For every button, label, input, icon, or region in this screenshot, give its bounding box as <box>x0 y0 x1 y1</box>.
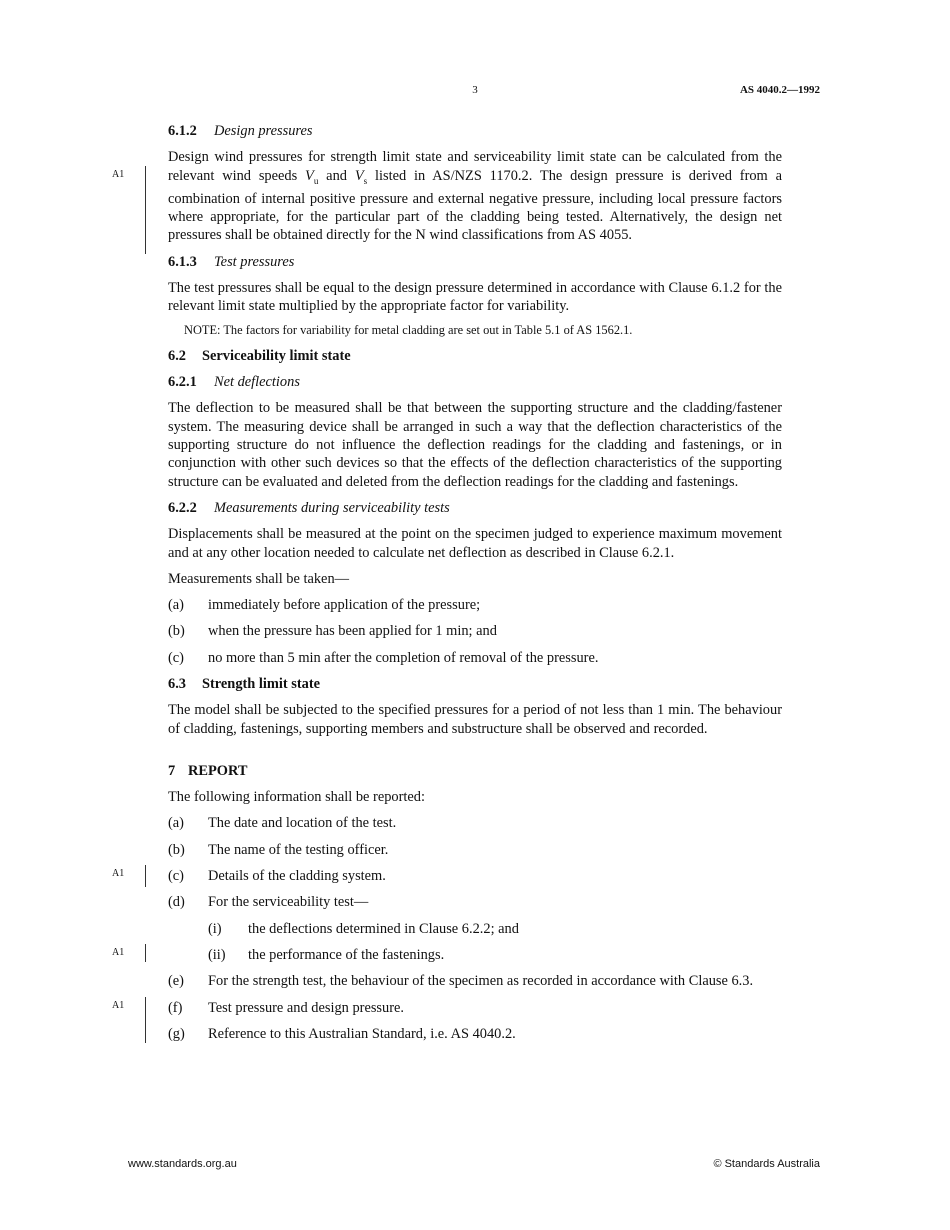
section-number: 7 <box>168 762 176 779</box>
clause-number: 6.2 <box>168 347 186 364</box>
item-text: no more than 5 min after the completion of removal of the pressure. <box>208 649 599 666</box>
footer-website: www.standards.org.au <box>128 1158 237 1170</box>
heading-6-2-2 <box>168 499 782 517</box>
clause-title: Test pressures <box>214 253 295 270</box>
clause-6-1-2-paragraph-block <box>112 148 782 244</box>
item-label: (d) <box>168 894 185 911</box>
item-text: Reference to this Australian Standard, i.e. AS 4040.2. <box>208 1025 516 1042</box>
item-text: The name of the testing officer. <box>208 841 389 858</box>
heading-7 <box>168 762 782 780</box>
list-item <box>168 596 782 614</box>
item-label: (g) <box>168 1025 185 1042</box>
item-label: (i) <box>208 920 222 937</box>
item-text: For the strength test, the behaviour of the specimen as recorded in accordance with Clause 6.3. <box>208 973 754 990</box>
heading-6-2 <box>168 347 782 365</box>
item-label: (c) <box>168 649 184 666</box>
item-text: when the pressure has been applied for 1 min; and <box>208 623 497 640</box>
change-bar <box>145 865 146 887</box>
heading-6-2-1 <box>168 373 782 391</box>
item-text: For the serviceability test— <box>208 894 369 911</box>
amended-item-block <box>112 999 782 1044</box>
paragraph: The test pressures shall be equal to the design pressure determined in accordance with Clause 6.1.2 for the relevant limit state multiplied by the appropriate factor for variability. <box>168 279 782 315</box>
paragraph: Measurements shall be taken— <box>168 570 350 587</box>
amendment-tag: A1 <box>112 868 125 880</box>
item-label: (b) <box>168 623 185 640</box>
paragraph: The deflection to be measured shall be that between the supporting structure and the cladding/fastener system. The measuring device shall be arranged in such a way that the deflection characteristics of the supporting structure do not influence the deflection readings for the cladding and fastenings, or in conjunction with other such devices so that the effects of the deflection characteristics of the supporting structure can be evaluated and deleted from the deflection readings for the cladding and fastenings. <box>168 400 782 490</box>
clause-title: Serviceability limit state <box>202 347 351 364</box>
amendment-marker <box>112 997 152 1043</box>
item-label: (a) <box>168 597 184 614</box>
note: NOTE: The factors for variability for metal cladding are set out in Table 5.1 of AS 1562.1. <box>184 322 633 337</box>
item-text: the performance of the fastenings. <box>248 946 445 963</box>
document-body <box>112 122 782 1051</box>
change-bar <box>145 997 146 1043</box>
list-item <box>168 649 782 667</box>
paragraph: The model shall be subjected to the specified pressures for a period of not less than 1 min. The behaviour of cladding, fastenings, supporting members and substructure shall be observed and recorded. <box>168 702 782 737</box>
paragraph: The following information shall be reported: <box>168 789 425 806</box>
text-run: Design wind pressures for strength limit state and serviceability limit state can be calculated from the relevant wind speeds <box>168 149 782 184</box>
text-run: listed in AS/NZS 1170.2. The design pressure is derived from a combination of internal positive pressure and external negative pressure, including local pressure factors where appropriate, for the particular part of the cladding being tested. Alternatively, the design net pressures shall be obtained directly for the N wind classifications from AS 4055. <box>168 167 782 244</box>
list-item <box>168 622 782 640</box>
item-text: the deflections determined in Clause 6.2.2; and <box>248 920 519 937</box>
subscript: u <box>313 175 319 186</box>
item-text: immediately before application of the pressure; <box>208 597 481 614</box>
sub-list-item <box>208 946 782 964</box>
paragraph <box>168 148 782 244</box>
item-text: The date and location of the test. <box>208 815 397 832</box>
text-run: and <box>318 167 355 184</box>
paragraph: Displacements shall be measured at the point on the specimen judged to experience maximum movement and at any other location needed to calculate net deflection as described in Clause 6.2.1. <box>168 526 782 561</box>
clause-title: Design pressures <box>214 123 313 139</box>
heading-6-1-2 <box>168 122 782 140</box>
amended-item-block <box>112 867 782 885</box>
item-label: (b) <box>168 841 185 858</box>
clause-number: 6.2.2 <box>168 499 197 516</box>
variable: V <box>305 167 314 184</box>
standard-code: AS 4040.2—1992 <box>739 84 820 96</box>
list-item <box>168 867 782 885</box>
list-item <box>168 841 782 859</box>
amendment-marker <box>112 944 152 962</box>
list-item <box>168 893 782 911</box>
list-item <box>168 999 782 1017</box>
heading-6-3 <box>168 675 782 693</box>
change-bar <box>145 944 146 962</box>
item-label: (ii) <box>208 946 226 963</box>
variable: V <box>354 167 364 184</box>
change-bar <box>145 166 146 254</box>
sub-list-item <box>208 920 782 938</box>
item-text: Test pressure and design pressure. <box>208 999 405 1016</box>
list-item <box>168 814 782 832</box>
clause-title: Measurements during serviceability tests <box>214 499 450 516</box>
clause-title: Net deflections <box>214 374 300 391</box>
amended-item-block <box>112 946 782 964</box>
amendment-marker <box>112 865 152 887</box>
amendment-tag: A1 <box>112 946 125 958</box>
clause-number: 6.1.3 <box>168 253 197 270</box>
section-title: REPORT <box>188 762 248 779</box>
item-label: (f) <box>168 999 183 1016</box>
subscript: s <box>363 175 368 186</box>
item-text: Details of the cladding system. <box>208 868 386 885</box>
page-number: 3 <box>472 84 478 96</box>
amendment-marker <box>112 166 152 254</box>
clause-number: 6.2.1 <box>168 374 197 391</box>
item-label: (e) <box>168 973 184 990</box>
amendment-tag: A1 <box>112 169 125 181</box>
clause-number: 6.1.2 <box>168 123 197 139</box>
clause-number: 6.3 <box>168 676 186 692</box>
footer-copyright: © Standards Australia <box>713 1158 820 1170</box>
item-label: (c) <box>168 868 184 885</box>
list-item <box>168 972 782 990</box>
clause-title: Strength limit state <box>202 676 321 692</box>
heading-6-1-3 <box>168 253 782 271</box>
item-label: (a) <box>168 815 184 832</box>
list-item <box>168 1025 782 1043</box>
amendment-tag: A1 <box>112 999 125 1011</box>
